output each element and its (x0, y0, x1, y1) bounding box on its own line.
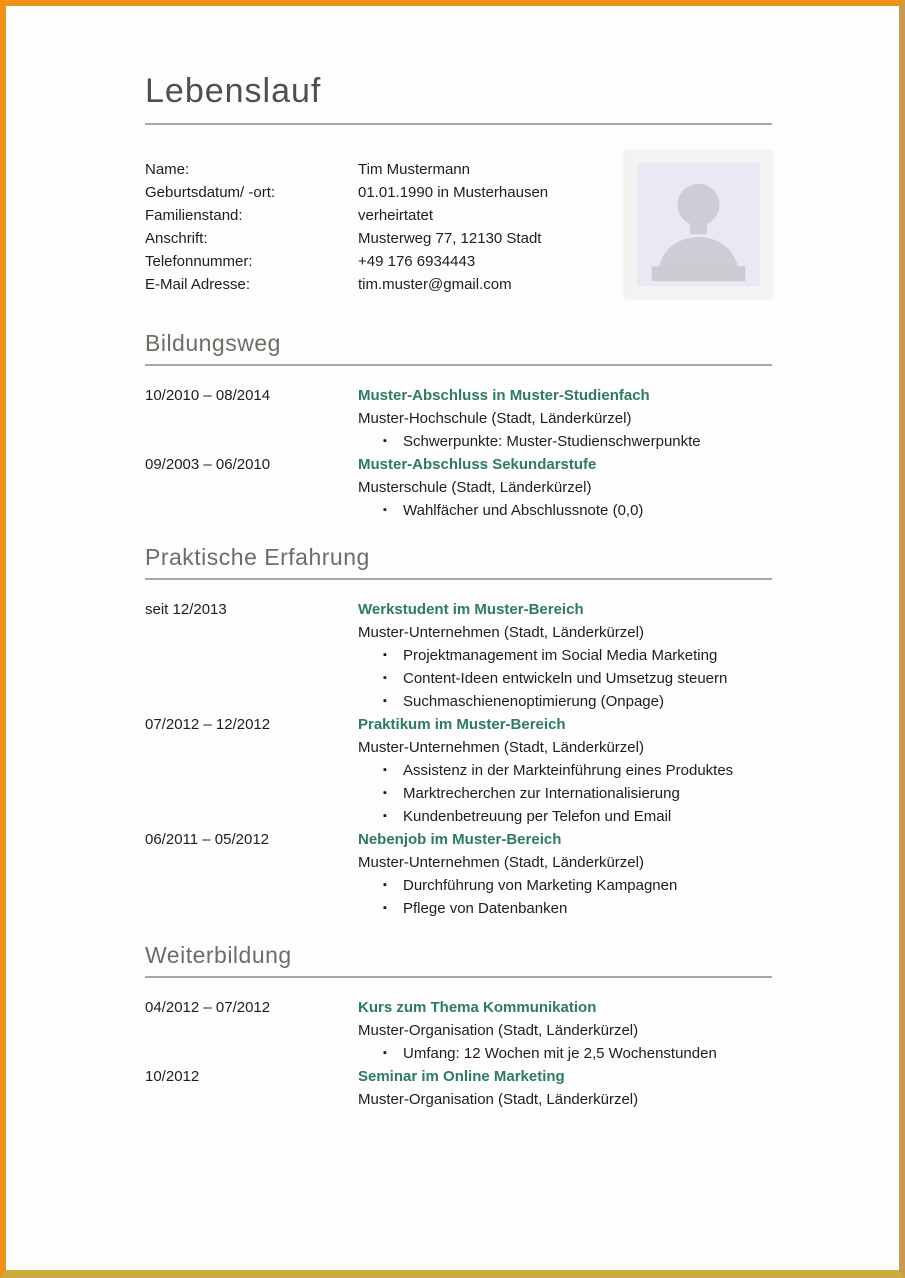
personal-label: Name: (145, 160, 190, 178)
bullet-text: Content-Ideen entwickeln und Umsetzug steuern (403, 669, 728, 687)
entry-title: Praktikum im Muster-Bereich (358, 715, 566, 733)
personal-label: Anschrift: (145, 229, 208, 247)
photo-placeholder (625, 151, 772, 298)
title-rule (145, 123, 772, 125)
bullet-item (358, 499, 772, 522)
bullet-item (358, 805, 772, 828)
entry-subtitle: Muster-Organisation (Stadt, Länderkürzel) (358, 1021, 639, 1039)
personal-info-block (145, 158, 772, 308)
bullet-square-icon (383, 644, 403, 667)
bullet-item (358, 667, 772, 690)
entry-content (358, 384, 772, 453)
cv-section (145, 942, 772, 1111)
bullet-item (358, 430, 772, 453)
cv-entry (145, 828, 772, 920)
cv-sections (145, 330, 772, 1111)
bullet-square-icon (383, 1042, 403, 1065)
cv-section (145, 330, 772, 522)
bullet-text: Wahlfächer und Abschlussnote (0,0) (403, 501, 644, 519)
cv-entry (145, 384, 772, 453)
entry-title: Muster-Abschluss Sekundarstufe (358, 455, 597, 473)
page-title: Lebenslauf (145, 72, 322, 110)
entry-content (358, 828, 772, 920)
bullet-square-icon (383, 897, 403, 920)
bullet-item (358, 1042, 772, 1065)
bullet-text: Projektmanagement im Social Media Marketing (403, 646, 718, 664)
entry-date: 07/2012 – 12/2012 (145, 715, 271, 733)
bullet-square-icon (383, 667, 403, 690)
entry-content (358, 713, 772, 828)
personal-value: verheirtatet (358, 206, 434, 224)
entry-content (358, 996, 772, 1065)
bullet-text: Kundenbetreuung per Telefon und Email (403, 807, 672, 825)
personal-label: Geburtsdatum/ -ort: (145, 183, 276, 201)
bullet-item (358, 897, 772, 920)
section-rule (145, 364, 772, 366)
entry-subtitle: Muster-Unternehmen (Stadt, Länderkürzel) (358, 623, 644, 641)
personal-label: Telefonnummer: (145, 252, 253, 270)
entry-title: Muster-Abschluss in Muster-Studienfach (358, 386, 650, 404)
entry-title: Seminar im Online Marketing (358, 1067, 565, 1085)
entry-date: 04/2012 – 07/2012 (145, 998, 271, 1016)
bullet-square-icon (383, 430, 403, 453)
bullet-item (358, 759, 772, 782)
personal-label: E-Mail Adresse: (145, 275, 251, 293)
entry-date: 10/2012 (145, 1067, 200, 1085)
entry-title: Kurs zum Thema Kommunikation (358, 998, 597, 1016)
bullet-item (358, 782, 772, 805)
entry-date: 10/2010 – 08/2014 (145, 386, 271, 404)
person-silhouette-icon (637, 163, 760, 286)
entry-content (358, 598, 772, 713)
personal-value: tim.muster@gmail.com (358, 275, 512, 293)
cv-content (6, 6, 899, 1111)
entry-title: Nebenjob im Muster-Bereich (358, 830, 562, 848)
personal-value: Tim Mustermann (358, 160, 470, 178)
entry-date: 06/2011 – 05/2012 (145, 830, 270, 848)
bullet-item (358, 690, 772, 713)
personal-value: Musterweg 77, 12130 Stadt (358, 229, 542, 247)
bullet-square-icon (383, 805, 403, 828)
bullet-square-icon (383, 874, 403, 897)
cv-entry (145, 713, 772, 828)
bullet-square-icon (383, 499, 403, 522)
bullet-item (358, 644, 772, 667)
bullet-text: Marktrecherchen zur Internationalisierung (403, 784, 680, 802)
bullet-square-icon (383, 690, 403, 713)
bullet-item (358, 874, 772, 897)
bullet-text: Schwerpunkte: Muster-Studienschwerpunkte (403, 432, 701, 450)
section-heading: Weiterbildung (145, 941, 292, 968)
cv-entry (145, 1065, 772, 1111)
cv-entry (145, 453, 772, 522)
personal-value: 01.01.1990 in Musterhausen (358, 183, 549, 201)
bullet-text: Pflege von Datenbanken (403, 899, 568, 917)
cv-entry (145, 996, 772, 1065)
personal-label: Familienstand: (145, 206, 243, 224)
cv-entry (145, 598, 772, 713)
entry-subtitle: Muster-Unternehmen (Stadt, Länderkürzel) (358, 853, 644, 871)
entry-subtitle: Muster-Hochschule (Stadt, Länderkürzel) (358, 409, 632, 427)
entry-title: Werkstudent im Muster-Bereich (358, 600, 584, 618)
bullet-text: Suchmaschienenoptimierung (Onpage) (403, 692, 664, 710)
entry-subtitle: Musterschule (Stadt, Länderkürzel) (358, 478, 592, 496)
section-rule (145, 976, 772, 978)
personal-value: +49 176 6934443 (358, 252, 476, 270)
section-heading: Praktische Erfahrung (145, 543, 370, 570)
entry-subtitle: Muster-Unternehmen (Stadt, Länderkürzel) (358, 738, 644, 756)
section-heading: Bildungsweg (145, 329, 281, 356)
bullet-square-icon (383, 759, 403, 782)
cv-section (145, 544, 772, 920)
entry-subtitle: Muster-Organisation (Stadt, Länderkürzel) (358, 1090, 639, 1108)
section-rule (145, 578, 772, 580)
entry-date: 09/2003 – 06/2010 (145, 455, 271, 473)
entry-content (358, 453, 772, 522)
bullet-text: Umfang: 12 Wochen mit je 2,5 Wochenstunden (403, 1044, 717, 1062)
entry-date: seit 12/2013 (145, 600, 227, 618)
bullet-text: Durchführung von Marketing Kampagnen (403, 876, 678, 894)
bullet-square-icon (383, 782, 403, 805)
entry-content (358, 1065, 772, 1111)
bullet-text: Assistenz in der Markteinführung eines Produktes (403, 761, 734, 779)
